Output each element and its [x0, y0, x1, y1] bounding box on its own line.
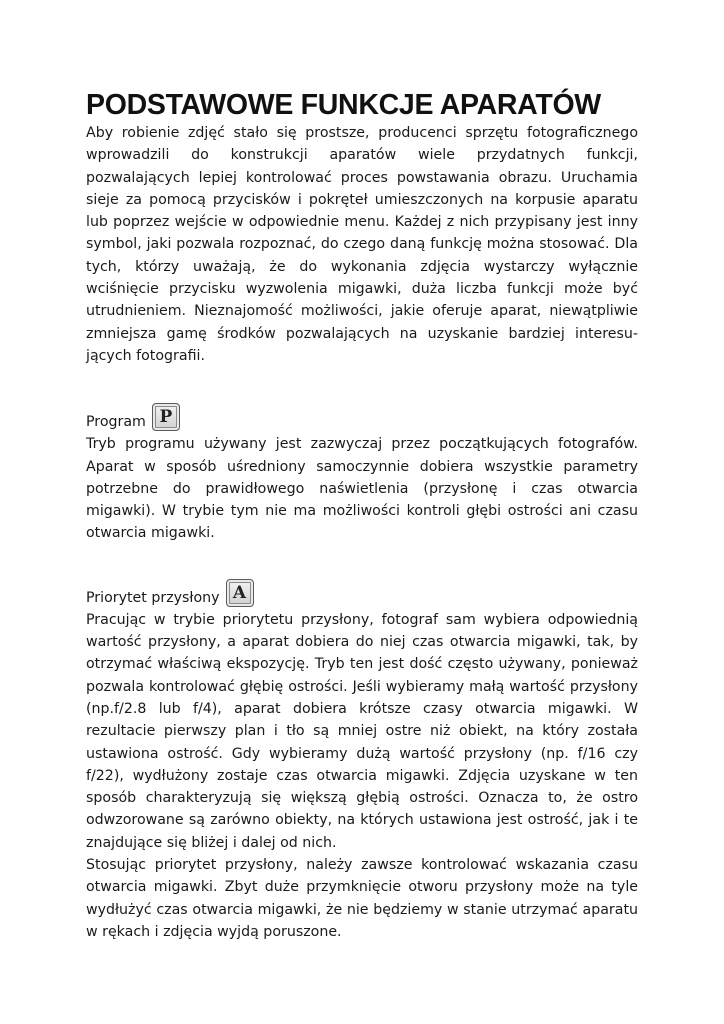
program-mode-p-icon: P — [152, 403, 180, 431]
intro-paragraph: Aby robienie zdjęć stało się prostsze, producenci sprzętu fotograficznego wprowadzili do konstrukcji aparatów wiele przydatnych funkcji, pozwalających lepiej kontrolować proces powstawania obrazu. Uruchamia sieje za pomocą przycisków i pokręteł umieszczonych na korpusie aparatu lub poprzez wejście w odpowiednie menu. Każdej z nich przypisany jest inny symbol, jaki pozwala rozpoznać, do czego daną funkcję można stosować. Dla tych, którzy uważają, że do wykonania zdjęcia wystarczy wyłącznie wciśnięcie przycisku wyzwolenia migawki, duża liczba funkcji może być utrudnieniem. Nieznajomość możliwości, jakie oferuje aparat, niewątpliwie zmniejsza gamę środków pozwalających na uzyskanie bardziej interesu-jących fotografii. — [86, 125, 638, 364]
section-aperture-priority — [86, 573, 638, 943]
section-heading — [86, 397, 638, 433]
section-program — [86, 397, 638, 544]
section-paragraph: Tryb programu używany jest zazwyczaj przez początkujących fotografów. Aparat w sposób uśredniony samoczynnie dobiera wszystkie parametry potrzebne do prawidłowego naświetlenia (przysłonę i czas otwarcia migawki). W trybie tym nie ma możliwości kontroli głębi ostrości ani czasu otwarcia migawki. — [86, 436, 638, 542]
section-paragraph: Stosując priorytet przysłony, należy zawsze kontrolować wskazania czasu otwarcia migawki. Zbyt duże przymknięcie otworu przysłony może na tyle wydłużyć czas otwarcia migawki, że nie będziemy w stanie utrzymać aparatu w rękach i zdjęcia wyjdą poruszone. — [86, 857, 638, 940]
section-title: Priorytet przysłony — [86, 589, 220, 606]
page-title: PODSTAWOWE FUNKCJE APARATÓW — [86, 89, 601, 121]
section-heading — [86, 573, 638, 609]
aperture-mode-a-icon: A — [226, 579, 254, 607]
section-paragraph: Pracując w trybie priorytetu przysłony, fotograf sam wybiera odpowiednią wartość przysłony, a aparat dobiera do niej czas otwarcia migawki, tak, by otrzymać właściwą ekspozycję. Tryb ten jest dość często używany, ponieważ pozwala kontrolować głębię ostrości. Jeśli wybieramy małą wartość przysłony (np.f/2.8 lub f/4), aparat dobiera krótsze czasy otwarcia migawki. W rezultacie pierwszy plan i tło są mniej ostre niż obiekt, na który została ustawiona ostrość. Gdy wybieramy dużą wartość przysłony (np. f/16 czy f/22), wydłużony zostaje czas otwarcia migawki. Zdjęcia uzyskane w ten sposób charakteryzują się większą głębią ostrości. Oznacza to, że ostro odwzorowane są zarówno obiekty, na których ustawiona jest ostrość, jak i te znajdujące się bliżej i dalej od nich. — [86, 611, 638, 851]
section-title: Program — [86, 414, 146, 431]
